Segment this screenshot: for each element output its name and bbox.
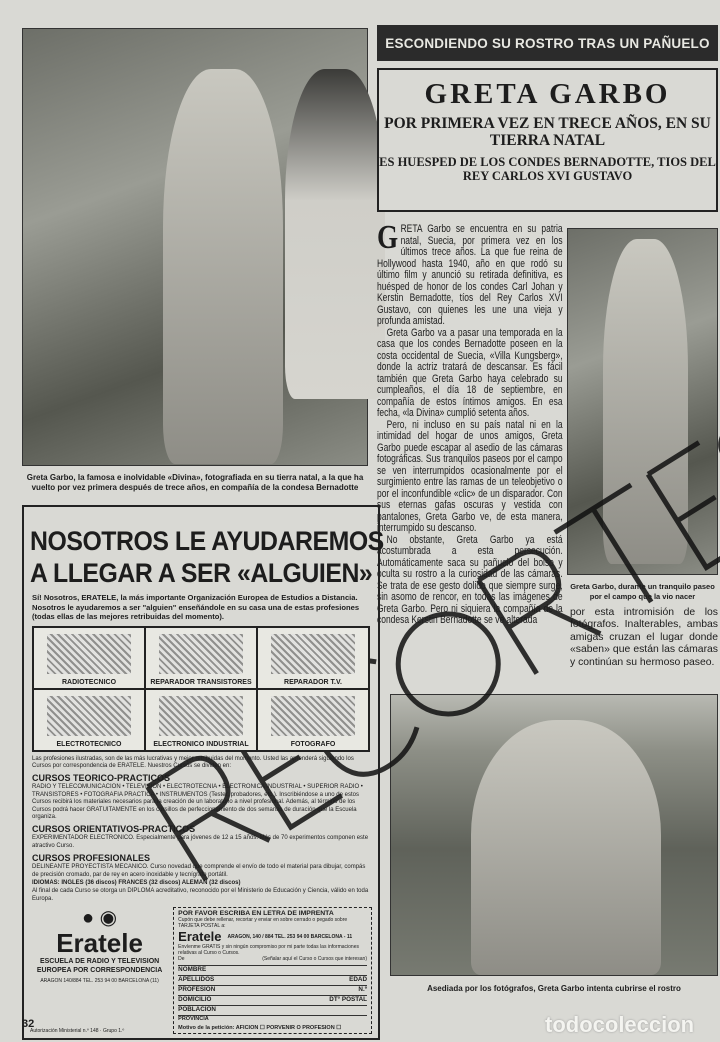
school-address: ARAGON 140/884 TEL. 253 94 00 BARCELONA (11) (40, 978, 159, 985)
field-domicilio[interactable]: DOMICILIO (178, 996, 212, 1004)
article-subtitle: POR PRIMERA VEZ EN TRECE AÑOS, EN SU TIERRA NATAL (384, 115, 711, 149)
ad-intro: Las profesiones ilustradas, son de las más lucrativas y mejor retribuidas del momento. Usted las aprenderá siguiendo los Cursos por correspondencia de ERATELE. Nuestros Cursos se dividen en: (32, 755, 354, 769)
photo-garbo-walking (22, 28, 368, 466)
field-hint: (Señalar aquí el Curso o Cursos que interesan) (262, 956, 367, 963)
paragraph: Pero, ni incluso en su país natal ni en la intimidad del hogar de unos amigos, Greta Garbo puede escapar al asedio de las cámaras fotográficas. Sus tranquilos paseos por el campo se ven interrumpidos ocasionalmente por el surgimiento entre las ramas de un teleobjetivo o por el inconfundible «clic» de un disparador. Con sus eternas gafas oscuras y vestida con pantalones, Greta Garbo ve, de esta manera, interrumpido su descanso. (377, 418, 563, 534)
coupon-heading: POR FAVOR ESCRIBA EN LETRA DE IMPRENTA (178, 910, 334, 918)
profession-illustrations (32, 626, 370, 752)
field-apellidos[interactable]: APELLIDOS (178, 976, 215, 984)
eratele-logo-icon: ● ◉ (82, 907, 118, 930)
profession-cell: ELECTROTECNICO (34, 690, 144, 750)
photo-garbo-handkerchief (390, 694, 718, 976)
paragraph: Greta Garbo va a pasar una temporada en la casa que los condes Bernadotte poseen en la costa occidental de Suecia, «Villa Kungsberg», donde la actriz tratará de descansar. Es fácil también que Greta Garbo haya celebrado su cumpleaños, el día 18 de septiembre, en compañía de estos íntimos amigos. En esa fecha, «la Divina» cumplió setenta años. (377, 326, 563, 419)
coupon-address: ARAGON, 140 / 884 TEL. 253 94 00 BARCELONA - 11 (227, 933, 353, 940)
brand-name: Eratele (56, 928, 143, 959)
article-deck: ES HUESPED DE LOS CONDES BERNADOTTE, TIOS DEL REY CARLOS XVI GUSTAVO (379, 155, 716, 183)
paragraph: No obstante, Greta Garbo ya está acostumbrada a esta persecución. Automáticamente saca su pañuelo del bolso y oculta su rostro a la curiosidad de las cámaras. Se trata de ese gesto dolido que siempre surge, sin asomo de rencor, en todas las imágenes de Greta Garbo. Pero ni siquiera la compañía de la condesa Kerstin Bernadotte se ve alterada (377, 533, 563, 626)
field-edad[interactable]: EDAD (349, 976, 367, 984)
paragraph: por esta intromisión de los fotógrafos. Inalterables, ambas amigas cruzan el lugar donde «saben» que están las cámaras y continúan su hermoso paseo. (570, 607, 718, 668)
section-text: RADIO Y TELECOMUNICACION • TELEVISION • ELECTROTECNIA • ELECTRONICA INDUSTRIAL • SUPERIOR RADIO • TRANSISTORES • FOTOGRAFIA PRACTICA • INSTRUMENTOS (Tester, probadores, etc.). Inscribiéndose a uno de estos Cursos recibirá los materiales necesarios para la creación de un laboratorio a nivel profesional. Además, al término de los Cursos podrá hacer GRATUITAMENTE en los cursillos de perfeccionamiento de dos semanas de duración que la Escuela organiza. (32, 784, 363, 820)
checkbox-aficion-label: Motivo de la petición: AFICION (178, 1025, 259, 1032)
section-banner: ESCONDIENDO SU ROSTRO TRAS UN PAÑUELO (377, 25, 718, 61)
headline-box (377, 68, 718, 212)
checkbox-profesion-label: PORVENIR O PROFESION (266, 1025, 335, 1032)
diploma: Al final de cada Curso se otorga un DIPLOMA acreditativo, reconocido por el Ministerio de Educación y Ciencia, válido en toda Europa. (32, 888, 369, 902)
coupon-brand: Eratele (178, 929, 222, 945)
section-title: CURSOS PROFESIONALES (32, 853, 151, 864)
article-title: GRETA GARBO (424, 78, 671, 110)
section-title: CURSOS TEORICO-PRACTICOS (32, 773, 171, 784)
field-dto-postal[interactable]: DT° POSTAL (329, 996, 367, 1004)
caption-top-left: Greta Garbo, la famosa e inolvidable «Divina», fotografiada en su tierra natal, a la que ha vuelto por vez primera después de trece años, en compañía de la condesa Bernadotte (26, 473, 364, 492)
caption-right: Greta Garbo, durante un tranquilo paseo por el campo que la vio nacer (570, 582, 715, 601)
field-nombre[interactable]: NOMBRE (178, 966, 207, 974)
coupon-instructions: Cupón que debe rellenar, recortar y enviar en sobre cerrado o pegado sobre TARJETA POSTAL a: (178, 917, 348, 930)
eratele-logo-block (30, 907, 169, 1034)
ad-lead: Sí! Nosotros, ERATELE, la más importante Organización Europea de Estudios a Distancia. Nosotros le ayudaremos a ser "alguien" enseñándole en su casa una de estas profesiones (todas ellas de las mejores retribuidas del momento). (32, 593, 360, 621)
field-provincia[interactable]: PROVINCIA (178, 1016, 209, 1023)
field-numero[interactable]: N.º (358, 986, 367, 994)
page-number: 32 (22, 1018, 35, 1030)
photo-garbo-strolling (567, 228, 718, 575)
order-coupon[interactable]: POR FAVOR ESCRIBA EN LETRA DE IMPRENTA Cupón que debe rellenar, recortar y enviar en sobre cerrado o pegado sobre TARJETA POSTAL a: Eratele ARAGON, 140 / 884 TEL. 253 94 00 BARCELONA - 11 Envíenme GRATIS y sin ningún compromiso por mi parte todas las informaciones relativas al Curso o Cursos. De (Señalar aquí el Curso o Cursos que interesan) NOMBRE APELLIDOS EDAD PROFESION N.º DOMICILIO DT° POSTAL POBLACION PROVINCIA Motivo de la petición: AFICION ☐ PORVENIR O PROFESION ☐ (173, 907, 372, 1034)
profession-cell: ELECTRONICO INDUSTRIAL (146, 690, 256, 750)
field-de[interactable]: De (178, 956, 185, 963)
authorization: Autorización Ministerial n.º 148 · Grupo 1.º (30, 1028, 125, 1035)
ad-headline-2: A LLEGAR A SER «ALGUIEN» (30, 558, 373, 588)
drop-cap: G (377, 219, 399, 256)
coupon-request: Envíenme GRATIS y sin ningún compromiso por mi parte todas las informaciones relativas al Curso o Cursos. (178, 944, 359, 957)
eratele-advertisement (22, 505, 384, 1040)
profession-cell: REPARADOR TRANSISTORES (146, 628, 256, 688)
profession-cell: FOTOGRAFO (258, 690, 368, 750)
section-text: EXPERIMENTADOR ELECTRONICO. Especialmente para jóvenes de 12 a 15 años. Más de 70 experimentos componen este atractivo Curso. (32, 835, 369, 849)
article-continuation (570, 607, 718, 669)
profession-cell: REPARADOR T.V. (258, 628, 368, 688)
ad-headline-1: NOSOTROS LE AYUDAREMOS (30, 526, 384, 556)
profession-cell: RADIOTECNICO (34, 628, 144, 688)
caption-bottom-right: Asediada por los fotógrafos, Greta Garbo intenta cubrirse el rostro (427, 984, 681, 993)
section-title: CURSOS ORIENTATIVOS-PRACTICOS (32, 824, 196, 835)
paragraph: RETA Garbo se encuentra en su patria natal, Suecia, por primera vez en los últimos trece años. La que fue reina de Hollywood hasta 1940, año en que rodó su último film y anunció su retirada definitiva, es huésped de honor de los condes Carl Johan y Kerstin Bernadotte, tíos del Rey Carlos XVI Gustavo, con quienes les une una vieja y profunda amistad. (377, 223, 563, 327)
todocoleccion-watermark: todocoleccion (545, 1012, 695, 1037)
field-profesion[interactable]: PROFESION (178, 986, 216, 994)
field-poblacion[interactable]: POBLACION (178, 1006, 216, 1014)
languages: IDIOMAS: INGLES (36 discos) FRANCES (32 discos) ALEMAN (32 discos) (32, 879, 241, 886)
section-text: DELINEANTE PROYECTISTA MECANICO. Curso novedad que comprende el envío de todo el material para dibujar, compás de precisión cromado, par de rey en acero inoxidable y tecnígrafo portátil. (32, 864, 366, 878)
school-name: ESCUELA DE RADIO Y TELEVISION EUROPEA POR CORRESPONDENCIA (36, 958, 163, 975)
article-body (377, 219, 563, 627)
